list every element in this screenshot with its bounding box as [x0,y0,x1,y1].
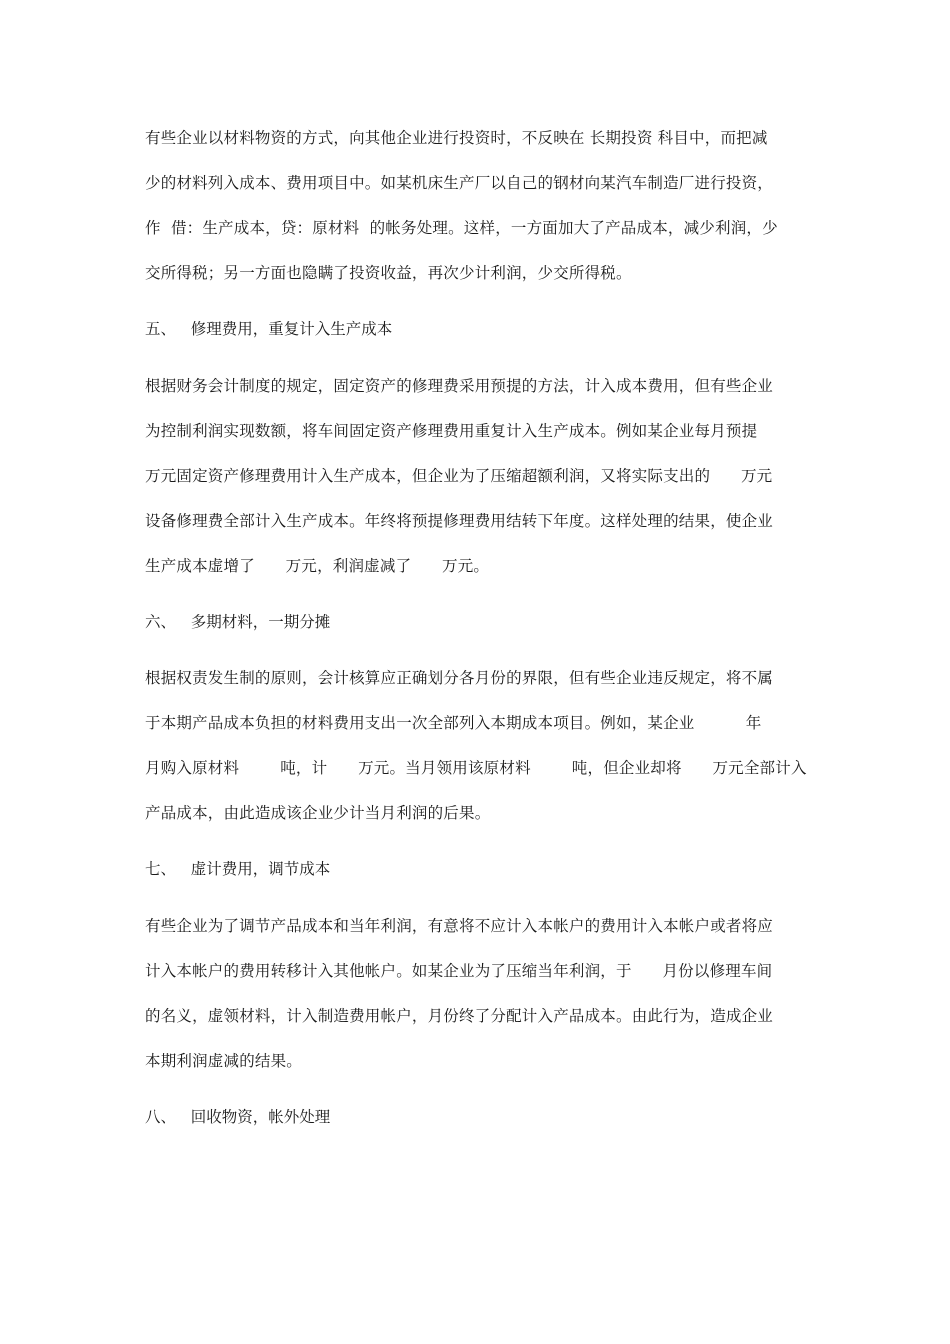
paragraph-line: 少的材料列入成本、费用项目中。如某机床生产厂以自己的钢材向某汽车制造厂进行投资， [145,174,774,192]
section-heading-7: 七、 虚计费用，调节成本 [145,860,331,878]
paragraph-line: 有些企业为了调节产品成本和当年利润，有意将不应计入本帐户的费用计入本帐户或者将应 [145,917,774,935]
paragraph-line: 生产成本虚增了 万元，利润虚减了 万元。 [145,557,490,575]
paragraph-line: 万元固定资产修理费用计入生产成本，但企业为了压缩超额利润，又将实际支出的 万元 [145,467,773,485]
paragraph-line: 根据财务会计制度的规定，固定资产的修理费采用预提的方法，计入成本费用，但有些企业 [145,377,774,395]
paragraph-line: 本期利润虚减的结果。 [145,1052,303,1070]
paragraph-line: 作 借：生产成本，贷：原材料 的帐务处理。这样，一方面加大了产品成本，减少利润，少 [145,219,778,237]
paragraph-line: 月购入原材料 吨，计 万元。当月领用该原材料 吨，但企业却将 万元全部计入 [145,759,807,777]
paragraph-line: 产品成本，由此造成该企业少计当月利润的后果。 [145,804,491,822]
paragraph-line: 有些企业以材料物资的方式，向其他企业进行投资时，不反映在 长期投资 科目中，而把减 [145,129,768,147]
paragraph-line: 于本期产品成本负担的材料费用支出一次全部列入本期成本项目。例如，某企业 年 [145,714,762,732]
section-heading-6: 六、 多期材料，一期分摊 [145,613,331,631]
paragraph-line: 计入本帐户的费用转移计入其他帐户。如某企业为了压缩当年利润，于 月份以修理车间 [145,962,773,980]
section-heading-5: 五、 修理费用，重复计入生产成本 [145,320,393,338]
paragraph-line: 的名义，虚领材料，计入制造费用帐户，月份终了分配计入产品成本。由此行为，造成企业 [145,1007,774,1025]
paragraph-line: 为控制利润实现数额，将车间固定资产修理费用重复计入生产成本。例如某企业每月预提 [145,422,758,440]
paragraph-line: 根据权责发生制的原则，会计核算应正确划分各月份的界限，但有些企业违反规定，将不属 [145,669,774,687]
paragraph-line: 设备修理费全部计入生产成本。年终将预提修理费用结转下年度。这样处理的结果，使企业 [145,512,774,530]
paragraph-line: 交所得税；另一方面也隐瞒了投资收益，再次少计利润，少交所得税。 [145,264,632,282]
section-heading-8: 八、 回收物资，帐外处理 [145,1108,331,1126]
